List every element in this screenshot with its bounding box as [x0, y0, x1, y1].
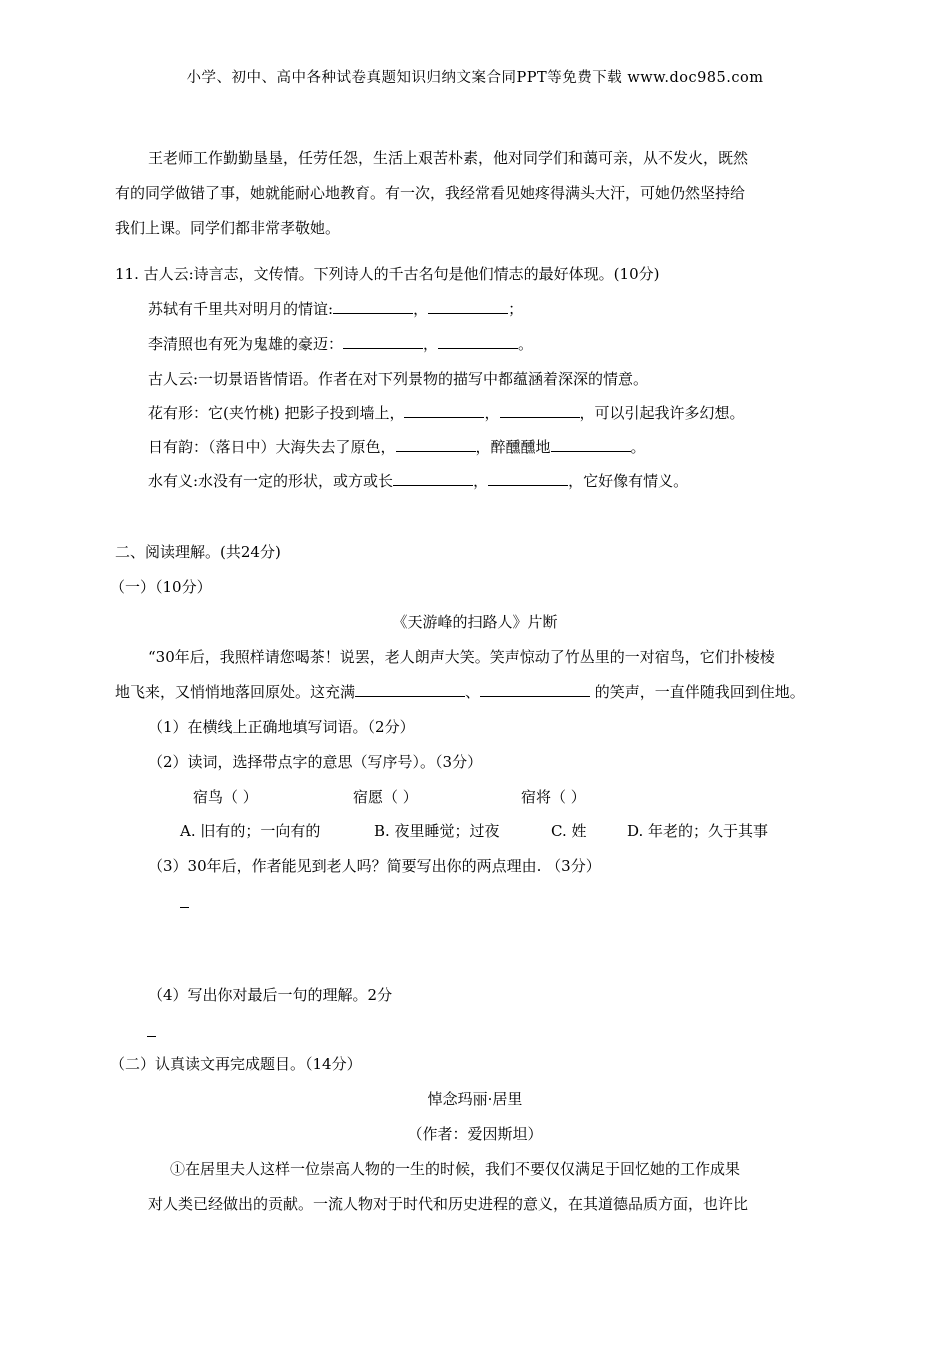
article-1-para-2: 地飞来，又悄悄地落回原处。这充满 、 的笑声，一直伴随我回到住地。 — [115, 683, 805, 701]
intro-line-3: 我们上课。同学们都非常孝敬她。 — [115, 219, 341, 237]
word-3: 宿将（ ） — [521, 788, 586, 806]
intro-line-2: 有的同学做错了事，她就能耐心地教育。有一次，我经常看见她疼得满头大汗，可她仍然坚持给 — [115, 184, 746, 202]
q11-line-3: 古人云:一切景语皆情语。作者在对下列景物的描写中都蕴涵着深深的情意。 — [148, 370, 649, 388]
answer-blank[interactable] — [393, 471, 473, 486]
article-2-para-2: 对人类已经做出的贡献。一流人物对于时代和历史进程的意义，在其道德品质方面，也许比 — [148, 1195, 749, 1213]
answer-blank[interactable] — [404, 403, 484, 418]
option-d: D. 年老的；久于其事 — [627, 822, 769, 840]
word-2: 宿愿（ ） — [353, 788, 418, 806]
option-a: A. 旧有的；一向有的 — [180, 822, 321, 840]
question-3: （3）30年后，作者能见到老人吗？简要写出你的两点理由. （3分） — [148, 857, 601, 875]
q11-line-2: 李清照也有死为鬼雄的豪迈： ， 。 — [148, 335, 534, 353]
part-2-title: （二）认真读文再完成题目。（14分） — [110, 1055, 362, 1073]
q11-line-1: 苏轼有千里共对明月的情谊: ， ； — [148, 300, 524, 318]
answer-blank[interactable] — [343, 334, 423, 349]
q11-line-6: 水有义:水没有一定的形状，或方或长 ， ，它好像有情义。 — [148, 472, 689, 490]
question-2: （2）读词，选择带点字的意思（写序号）。（3分） — [148, 753, 483, 771]
article-2-title: 悼念玛丽·居里 — [427, 1090, 523, 1108]
question-4: （4）写出你对最后一句的理解。2分 — [148, 986, 393, 1004]
article-1-para-1: “30年后，我照样请您喝茶！说罢，老人朗声大笑。笑声惊动了竹丛里的一对宿鸟，它们扑棱棱 — [148, 648, 775, 666]
article-1-title: 《天游峰的扫路人》片断 — [392, 613, 558, 631]
article-2-author: （作者：爱因斯坦） — [407, 1125, 543, 1143]
question-1: （1）在横线上正确地填写词语。（2分） — [148, 718, 415, 736]
article-2-para-1: ①在居里夫人这样一位崇高人物的一生的时候，我们不要仅仅满足于回忆她的工作成果 — [170, 1160, 741, 1178]
section-2-title: 二、阅读理解。(共24分) — [115, 543, 281, 561]
answer-blank[interactable] — [438, 334, 518, 349]
intro-line-1: 王老师工作勤勤垦垦，任劳任怨，生活上艰苦朴素，他对同学们和蔼可亲，从不发火，既然 — [148, 149, 749, 167]
word-1: 宿鸟（ ） — [193, 788, 258, 806]
answer-blank[interactable] — [333, 299, 413, 314]
option-c: C. 姓 — [551, 822, 587, 840]
answer-blank[interactable] — [480, 682, 590, 697]
answer-blank[interactable] — [551, 437, 631, 452]
answer-blank[interactable] — [500, 403, 580, 418]
option-b: B. 夜里睡觉；过夜 — [374, 822, 500, 840]
page-header: 小学、初中、高中各种试卷真题知识归纳文案合同PPT等免费下载 www.doc985.com — [186, 70, 764, 86]
answer-blank[interactable] — [355, 682, 465, 697]
answer-blank[interactable] — [396, 437, 476, 452]
q11-line-5: 日有韵：（落日中）大海失去了原色， ，醉醺醺地 。 — [148, 438, 646, 456]
q11-title: 11. 古人云:诗言志，文传情。下列诗人的千古名句是他们情志的最好体现。(10分) — [115, 265, 660, 283]
answer-blank[interactable] — [488, 471, 568, 486]
answer-dash — [147, 1036, 156, 1037]
answer-blank[interactable] — [428, 299, 508, 314]
part-1-title: （一）（10分） — [110, 578, 212, 596]
q11-line-4: 花有形：它(夹竹桃) 把影子投到墙上， ， ，可以引起我许多幻想。 — [148, 404, 745, 422]
answer-dash — [180, 907, 189, 908]
